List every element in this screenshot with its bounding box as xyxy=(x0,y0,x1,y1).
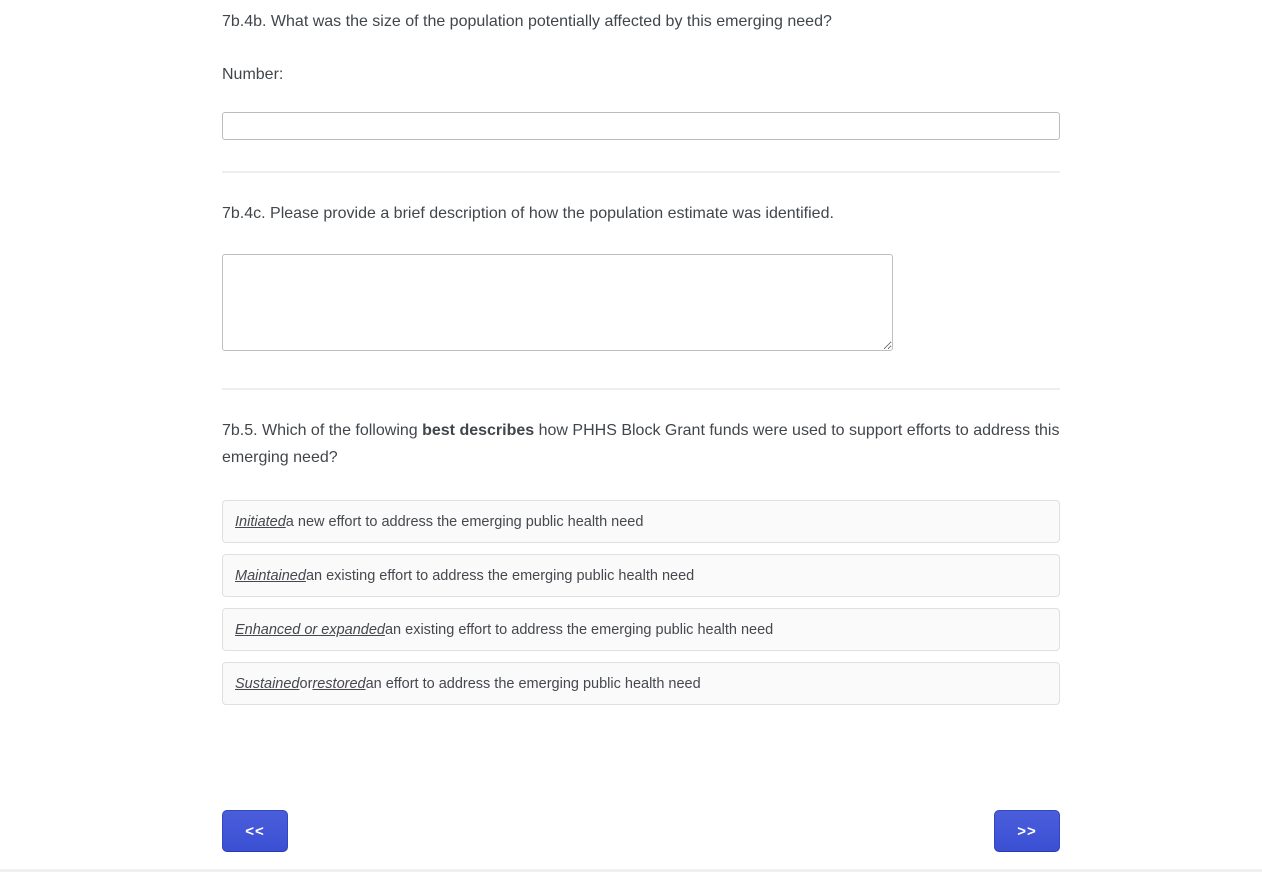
next-button[interactable]: >> xyxy=(994,810,1060,852)
question-7b5-title: 7b.5. Which of the following best describes how PHHS Block Grant funds were used to support efforts to address this emerging need? xyxy=(222,422,1060,466)
navigation-row xyxy=(222,810,1060,852)
population-size-input[interactable] xyxy=(222,112,1060,140)
options-list xyxy=(222,500,1060,705)
option-enhanced-or-expanded[interactable]: Enhanced or expanded an existing effort to address the emerging public health need xyxy=(222,608,1060,651)
question-divider xyxy=(222,388,1060,390)
question-divider xyxy=(222,171,1060,173)
question-7b4c-title: 7b.4c. Please provide a brief description of how the population estimate was identified. xyxy=(222,205,834,222)
survey-content xyxy=(222,0,1060,852)
option-initiated[interactable]: Initiated a new effort to address the emerging public health need xyxy=(222,500,1060,543)
population-description-textarea[interactable] xyxy=(222,254,893,351)
back-button[interactable]: << xyxy=(222,810,288,852)
number-label: Number: xyxy=(222,66,284,83)
question-7b4b-title: 7b.4b. What was the size of the population potentially affected by this emerging need? xyxy=(222,13,832,30)
option-sustained-or-restored[interactable]: Sustained or restored an effort to address the emerging public health need xyxy=(222,662,1060,705)
option-maintained[interactable]: Maintained an existing effort to address the emerging public health need xyxy=(222,554,1060,597)
